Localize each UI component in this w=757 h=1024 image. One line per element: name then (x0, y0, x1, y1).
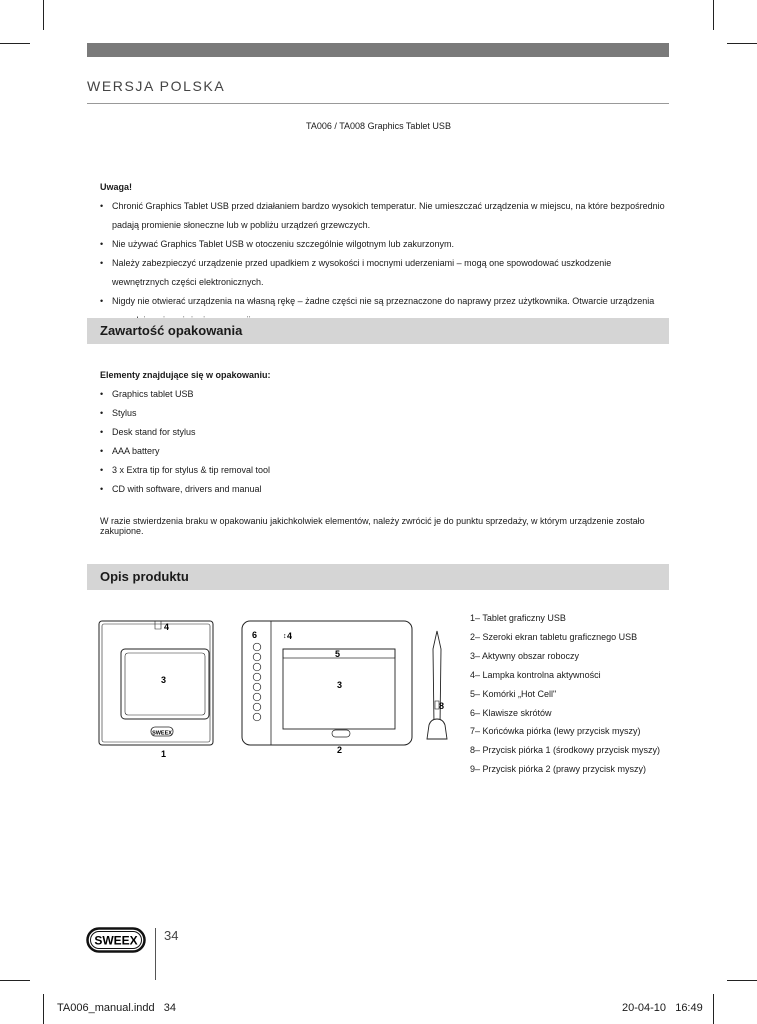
label-2: 2 (337, 745, 343, 755)
label-1: 1 (161, 749, 167, 759)
warning-title: Uwaga! (100, 182, 133, 192)
legend-item: 3– Aktywny obszar roboczy (470, 650, 580, 661)
tablet-2-outline (242, 621, 412, 745)
page-number-divider (155, 928, 156, 980)
print-timestamp (622, 1002, 703, 1014)
warning-list (100, 197, 670, 330)
contents-list (100, 385, 670, 499)
file-slug-text: TA006_manual.indd 34 (57, 1002, 177, 1014)
header-rule (87, 103, 669, 104)
list-item: • Nie używać Graphics Tablet USB w otoczeniu szczególnie wilgotnym lub zakurzonym. (100, 235, 670, 254)
list-item: • CD with software, drivers and manual (100, 480, 670, 499)
label-8: 8 (439, 701, 445, 711)
label-4: 4 (164, 622, 170, 632)
legend-item: 7– Końcówka piórka (lewy przycisk myszy) (470, 726, 641, 737)
brand-label: SWEEX (152, 730, 172, 737)
label-6: 6 (252, 630, 258, 640)
list-item: • Stylus (100, 404, 670, 423)
product-legend (470, 609, 660, 779)
list-item: • AAA battery (100, 442, 670, 461)
warning-block (100, 178, 670, 330)
legend-item: 6– Klawisze skrótów (470, 707, 552, 718)
crop-mark (0, 43, 30, 44)
label-3: 3 (161, 675, 167, 685)
section-heading: Zawartość opakowania (100, 323, 243, 338)
crop-mark (727, 980, 757, 981)
sweex-logo (86, 927, 146, 953)
language-heading: WERSJA POLSKA (87, 78, 226, 94)
header-bar (87, 43, 669, 57)
tablet-1-outline (99, 621, 213, 745)
crop-mark (713, 994, 714, 1024)
page-number: 34 (164, 928, 179, 943)
logo-text: SWEEX (94, 933, 138, 948)
section-header-product (87, 564, 669, 590)
file-slug (57, 1002, 176, 1014)
section-heading: Opis produktu (100, 569, 189, 584)
label-5: 5 (335, 649, 341, 659)
legend-item: 4– Lampka kontrolna aktywności (470, 669, 601, 680)
contents-subheading: Elementy znajdujące się w opakowaniu: (100, 370, 271, 380)
activity-lamp-icon: ↕ (283, 633, 287, 640)
crop-mark (43, 0, 44, 30)
list-item: • Należy zabezpieczyć urządzenie przed upadkiem z wysokości i mocnymi uderzeniami – mogą one spowodować uszkodzenie wewnętrznych części elektronicznych. (100, 254, 670, 292)
product-diagram (95, 605, 465, 765)
crop-mark (713, 0, 714, 30)
legend-item: 5– Komórki „Hot Cell" (470, 688, 557, 699)
crop-mark (727, 43, 757, 44)
legend-item: 1– Tablet graficzny USB (470, 613, 566, 623)
legend-item: 9– Przycisk piórka 2 (prawy przycisk myszy) (470, 764, 647, 775)
label-3: 3 (337, 680, 343, 690)
section-header-contents (87, 318, 669, 344)
crop-mark (43, 994, 44, 1024)
list-item: • Chronić Graphics Tablet USB przed działaniem bardzo wysokich temperatur. Nie umieszczać urządzenia w miejscu, na które bezpośrednio padają promienie słoneczne lub w pobliżu urządzeń grzewczych. (100, 197, 670, 235)
contents-block (100, 366, 670, 499)
crop-mark (0, 980, 30, 981)
legend-item: 2– Szeroki ekran tabletu graficznego USB (470, 631, 638, 642)
list-item: • Graphics tablet USB (100, 385, 670, 404)
list-item: • Nigdy nie otwierać urządzenia na własną rękę – żadne części nie są przeznaczone do naprawy przez użytkownika. Otwarcie urządzenia (100, 292, 670, 330)
label-4: 4 (287, 631, 293, 641)
timestamp-text: 20-04-10 16:49 (622, 1002, 703, 1014)
document-title: TA006 / TA008 Graphics Tablet USB (306, 121, 451, 131)
list-item: • 3 x Extra tip for stylus & tip removal tool (100, 461, 670, 480)
legend-item: 8– Przycisk piórka 1 (środkowy przycisk myszy) (470, 745, 661, 756)
missing-items-note: W razie stwierdzenia braku w opakowaniu jakichkolwiek elementów, należy zwrócić je do punktu sprzedaży, w którym urządzenie zostało zakupione. (100, 516, 645, 536)
pen-stand-icon (427, 719, 447, 739)
list-item: • Desk stand for stylus (100, 423, 670, 442)
